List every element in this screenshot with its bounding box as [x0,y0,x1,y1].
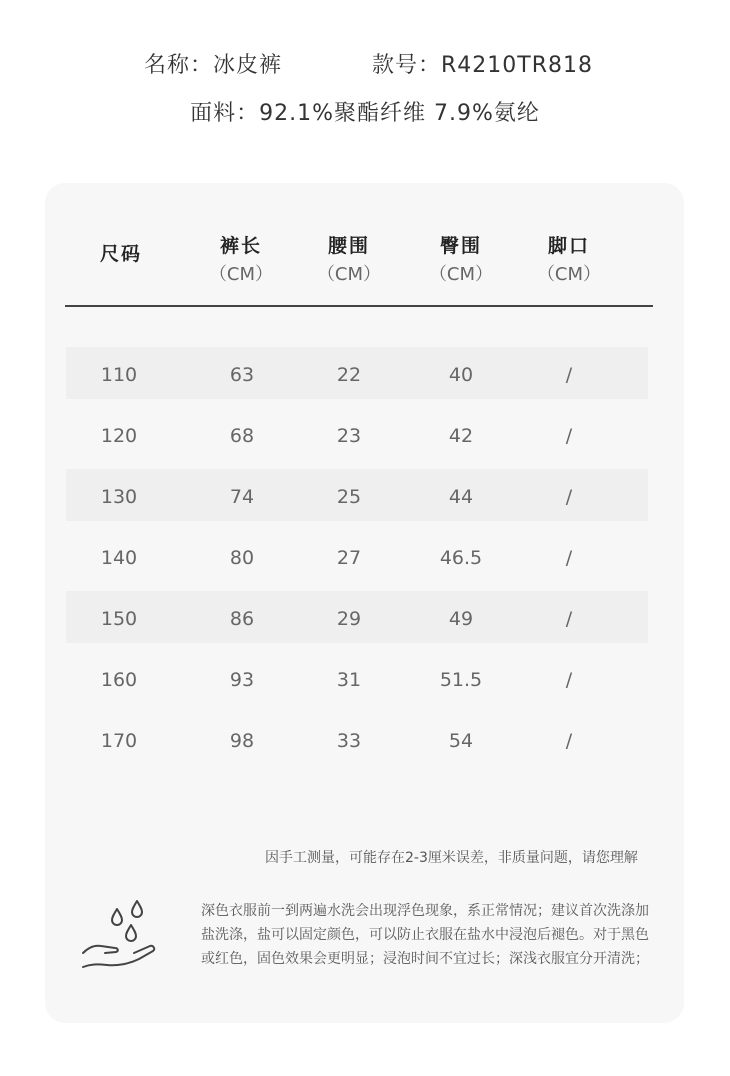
cell-length: 80 [229,547,255,569]
product-name: 名称：冰皮裤 [144,53,283,78]
col-label: 臀围 [439,235,482,257]
col-unit: （CM） [316,264,382,285]
measurement-note: 因手工测量，可能存在2-3厘米误差，非质量问题，请您理解 [265,850,638,866]
col-label: 尺码 [99,243,142,265]
cell-size: 120 [100,425,138,447]
material-line: 面料：92.1%聚酯纤维 7.9%氨纶 [190,101,540,126]
table-row [66,591,648,643]
cell-length: 86 [229,608,255,630]
cell-length: 74 [229,486,255,508]
cell-length: 93 [229,669,255,691]
table-row [66,530,648,582]
col-label: 脚口 [547,235,590,257]
col-header-hip [401,231,521,286]
cell-length: 63 [229,364,255,386]
cell-size: 140 [100,547,138,569]
table-header [45,183,684,307]
size-card [45,183,684,1023]
col-label: 裤长 [219,235,262,257]
cell-waist: 29 [336,608,362,630]
product-model: 款号：R4210TR818 [372,53,593,78]
cell-size: 150 [100,608,138,630]
cell-leg-opening: / [565,425,573,447]
wash-instructions: 深色衣服前一到两遍水洗会出现浮色现象，系正常情况；建议首次洗涤加盐洗涤，盐可以固定颜色，可以防止衣服在盐水中浸泡后褪色。对于黑色或红色，固色效果会更明显；浸泡时间不宜过长；深浅衣服宜分开清洗； [201,903,649,967]
cell-size: 130 [100,486,138,508]
table-row [66,713,648,765]
cell-waist: 31 [336,669,362,691]
cell-hip: 51.5 [439,669,483,691]
col-header-length [181,231,301,286]
cell-leg-opening: / [565,486,573,508]
col-header-waist [289,231,409,286]
cell-waist: 27 [336,547,362,569]
table-row [66,652,648,704]
cell-leg-opening: / [565,608,573,630]
col-unit: （CM） [208,264,274,285]
table-row [66,347,648,399]
cell-hip: 42 [448,425,474,447]
product-info-line [0,48,730,80]
col-label: 腰围 [327,235,370,257]
hand-wash-icon [79,897,159,977]
cell-leg-opening: / [565,730,573,752]
table-row [66,469,648,521]
col-unit: （CM） [428,264,494,285]
cell-waist: 22 [336,364,362,386]
cell-size: 160 [100,669,138,691]
cell-leg-opening: / [565,669,573,691]
col-unit: （CM） [536,264,602,285]
col-header-size [61,239,181,266]
cell-hip: 54 [448,730,474,752]
col-header-leg-opening [509,231,629,286]
cell-hip: 40 [448,364,474,386]
cell-length: 68 [229,425,255,447]
cell-hip: 46.5 [439,547,483,569]
cell-waist: 23 [336,425,362,447]
cell-size: 170 [100,730,138,752]
cell-leg-opening: / [565,364,573,386]
cell-size: 110 [100,364,138,386]
cell-hip: 49 [448,608,474,630]
cell-leg-opening: / [565,547,573,569]
table-body [66,347,648,774]
table-row [66,408,648,460]
cell-length: 98 [229,730,255,752]
header-divider [65,305,653,307]
cell-waist: 25 [336,486,362,508]
cell-hip: 44 [448,486,474,508]
cell-waist: 33 [336,730,362,752]
